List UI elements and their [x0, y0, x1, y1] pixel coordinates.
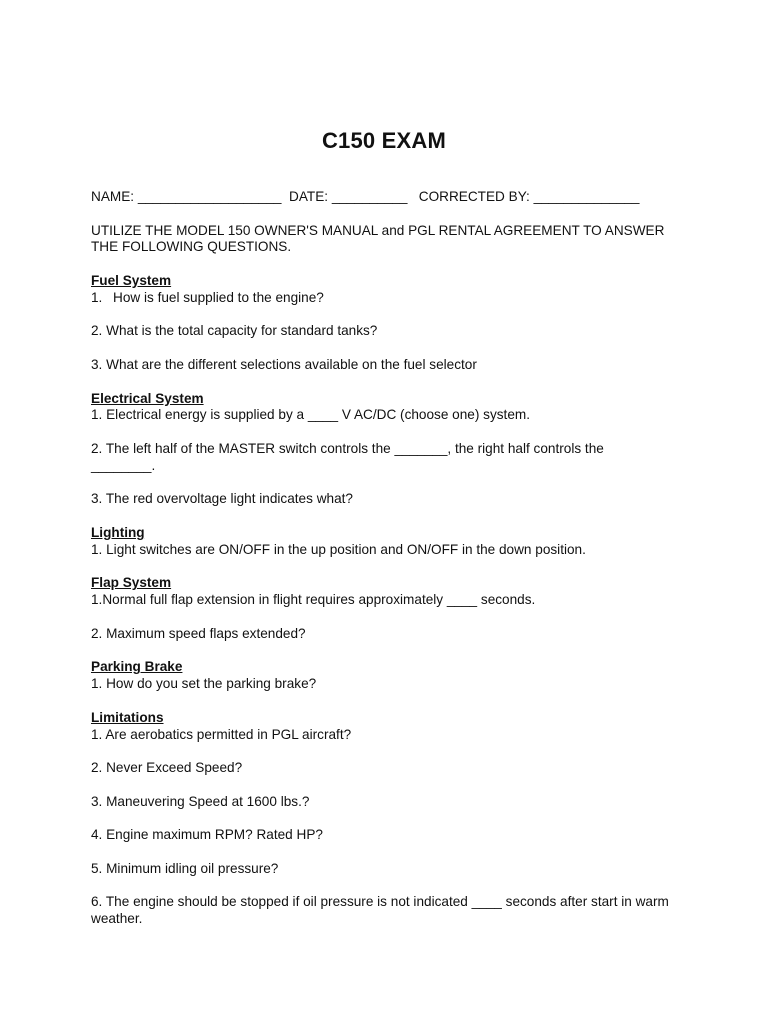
question-lighting-1: 1. Light switches are ON/OFF in the up position and ON/OFF in the down position. — [91, 541, 586, 557]
instructions: UTILIZE THE MODEL 150 OWNER'S MANUAL and PGL RENTAL AGREEMENT TO ANSWER THE FOLLOWING QUESTIONS. — [91, 222, 665, 255]
exam-content — [91, 189, 691, 928]
question-parking-1: 1. How do you set the parking brake? — [91, 676, 317, 692]
page-title: C150 EXAM — [321, 128, 447, 153]
section-heading-flap: Flap System — [91, 575, 172, 591]
section-heading-parking-brake: Parking Brake — [91, 659, 183, 675]
header-fields: NAME: ___________________ DATE: __________ CORRECTED BY: ______________ — [91, 189, 640, 204]
question-fuel-1 — [91, 290, 691, 307]
question-limitations-4: 4. Engine maximum RPM? Rated HP? — [91, 827, 323, 843]
question-number: 1. — [91, 289, 103, 305]
question-limitations-1: 1. Are aerobatics permitted in PGL aircraft? — [91, 726, 352, 742]
section-heading-fuel: Fuel System — [91, 272, 172, 288]
question-flap-2: 2. Maximum speed flaps extended? — [91, 625, 306, 641]
question-fuel-3: 3. What are the different selections available on the fuel selector — [91, 356, 477, 372]
question-limitations-3: 3. Maneuvering Speed at 1600 lbs.? — [91, 793, 310, 809]
question-electrical-1: 1. Electrical energy is supplied by a ____ V AC/DC (choose one) system. — [91, 407, 530, 423]
section-heading-electrical: Electrical System — [91, 390, 204, 406]
question-text: How is fuel supplied to the engine? — [113, 289, 324, 305]
section-heading-limitations: Limitations — [91, 709, 164, 725]
question-limitations-5: 5. Minimum idling oil pressure? — [91, 860, 279, 876]
question-limitations-6: 6. The engine should be stopped if oil pressure is not indicated ____ seconds after start in warm weather. — [91, 894, 669, 927]
question-electrical-3: 3. The red overvoltage light indicates what? — [91, 491, 353, 507]
question-limitations-2: 2. Never Exceed Speed? — [91, 760, 243, 776]
section-heading-lighting: Lighting — [91, 524, 145, 540]
question-flap-1: 1.Normal full flap extension in flight requires approximately ____ seconds. — [91, 592, 536, 608]
question-fuel-2: 2. What is the total capacity for standard tanks? — [91, 323, 378, 339]
question-electrical-2: 2. The left half of the MASTER switch controls the _______, the right half controls the ________. — [91, 440, 604, 473]
